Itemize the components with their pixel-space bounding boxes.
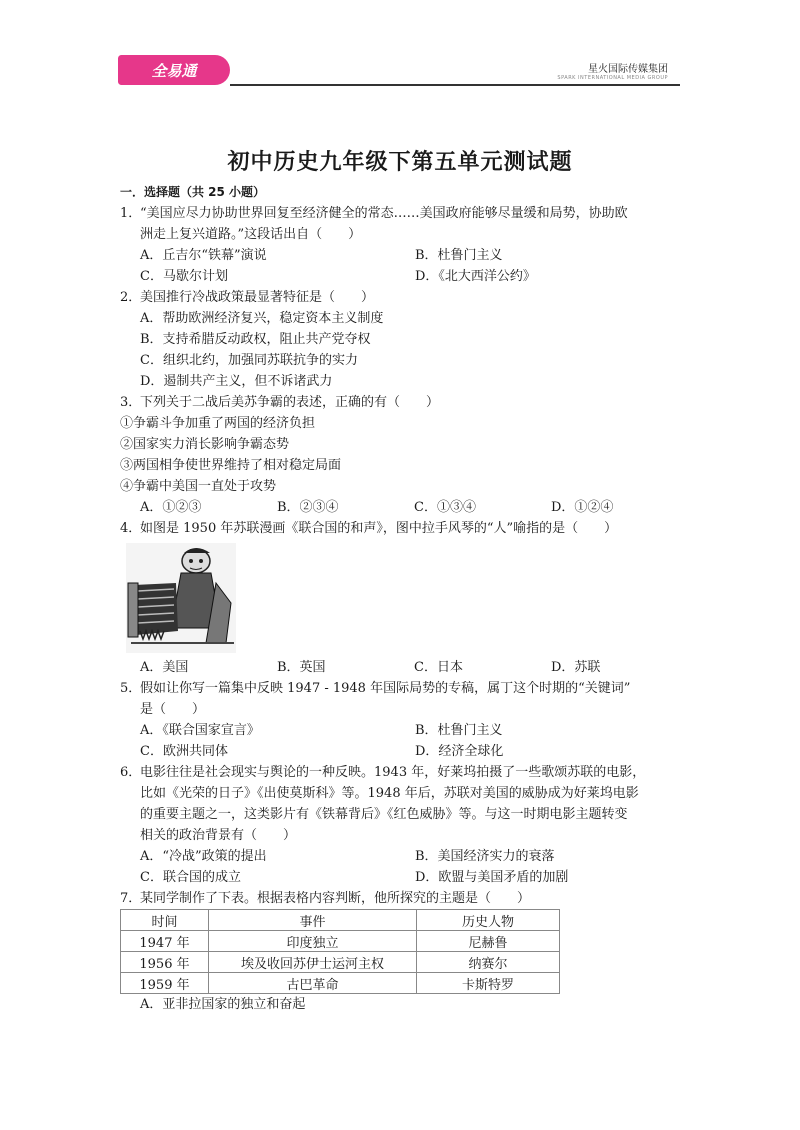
table-header-row [121, 910, 560, 931]
company-name-cn: 星火国际传媒集团 [588, 64, 668, 75]
option-a[interactable]: A．帮助欧洲经济复兴，稳定资本主义制度 [140, 311, 384, 326]
question-1 [120, 203, 690, 287]
statement: ③两国相争使世界维持了相对稳定局面 [120, 458, 342, 473]
table-cell: 1959 年 [121, 973, 209, 994]
question-2 [120, 287, 690, 392]
question-text: 比如《光荣的日子》《出使莫斯科》等。1948 年后，苏联对美国的威胁成为好莱坞电影 [140, 786, 639, 801]
option-c[interactable]: C．欧洲共同体 [140, 744, 228, 759]
table-row [121, 973, 560, 994]
option-b[interactable]: B．杜鲁门主义 [415, 248, 503, 263]
question-5 [120, 678, 690, 762]
table-cell: 纳赛尔 [417, 952, 560, 973]
table-cell: 卡斯特罗 [417, 973, 560, 994]
table-header-cell: 事件 [209, 910, 417, 931]
question-number: 5． [120, 681, 142, 696]
question-4 [120, 518, 690, 678]
option-a[interactable]: A．亚非拉国家的独立和奋起 [140, 997, 306, 1012]
question-text: 某同学制作了下表。根据表格内容判断，他所探究的主题是（ ） [140, 891, 531, 906]
question-number: 1． [120, 206, 142, 221]
company-name [557, 60, 668, 81]
header-divider [230, 84, 680, 86]
option-c[interactable]: C．组织北约，加强同苏联抗争的实力 [140, 353, 358, 368]
question-text: 下列关于二战后美苏争霸的表述，正确的有（ ） [140, 395, 440, 410]
option-a[interactable]: A．《联合国家宣言》 [140, 723, 260, 738]
logo-text: 全易通 [151, 61, 197, 80]
option-a[interactable]: A．①②③ [140, 500, 202, 515]
logo [118, 55, 230, 85]
option-d[interactable]: D．经济全球化 [415, 744, 504, 759]
option-d[interactable]: D．欧盟与美国矛盾的加剧 [415, 870, 569, 885]
option-b[interactable]: B．杜鲁门主义 [415, 723, 503, 738]
question-text: 是（ ） [140, 702, 206, 717]
question-text: 洲走上复兴道路。”这段话出自（ ） [140, 227, 362, 242]
table-header-cell: 历史人物 [417, 910, 560, 931]
table-cell: 1956 年 [121, 952, 209, 973]
option-b[interactable]: B．英国 [277, 660, 326, 675]
option-d[interactable]: D．《北大西洋公约》 [415, 269, 536, 284]
option-a[interactable]: A．美国 [140, 660, 189, 675]
table-header-cell: 时间 [121, 910, 209, 931]
question-text: 的重要主题之一，这类影片有《铁幕背后》《红色威胁》等。与这一时期电影主题转变 [140, 807, 628, 822]
table-cell: 1947 年 [121, 931, 209, 952]
statement: ①争霸斗争加重了两国的经济负担 [120, 416, 316, 431]
option-a[interactable]: A．丘吉尔“铁幕”演说 [140, 248, 267, 263]
option-b[interactable]: B．②③④ [277, 500, 339, 515]
question-number: 2． [120, 290, 142, 305]
question-number: 4． [120, 521, 142, 536]
table-cell: 尼赫鲁 [417, 931, 560, 952]
table-cell: 古巴革命 [209, 973, 417, 994]
option-d[interactable]: D．①②④ [551, 500, 614, 515]
question-text: 电影往往是社会现实与舆论的一种反映。1943 年，好莱坞拍摄了一些歌颂苏联的电影， [140, 765, 646, 780]
table-row [121, 952, 560, 973]
company-name-en: SPARK INTERNATIONAL MEDIA GROUP [557, 75, 668, 81]
question-text: 如图是 1950 年苏联漫画《联合国的和声》，图中拉手风琴的“人”喻指的是（ ） [140, 521, 618, 536]
option-a[interactable]: A．“冷战”政策的提出 [140, 849, 267, 864]
question-number: 7． [120, 891, 142, 906]
question-text: 相关的政治背景有（ ） [140, 828, 297, 843]
option-d[interactable]: D．遏制共产主义，但不诉诸武力 [140, 374, 333, 389]
question-text: 美国推行冷战政策最显著特征是（ ） [140, 290, 375, 305]
option-b[interactable]: B．支持希腊反动政权，阻止共产党夺权 [140, 332, 371, 347]
option-c[interactable]: C．日本 [414, 660, 463, 675]
question-number: 6． [120, 765, 142, 780]
section-heading: 一．选择题（共 25 小题） [120, 185, 266, 199]
question-text: 假如让你写一篇集中反映 1947 - 1948 年国际局势的专稿，属丁这个时期的“关键词” [140, 681, 631, 696]
page-header [0, 0, 800, 100]
history-table [120, 909, 560, 994]
question-number: 3． [120, 395, 142, 410]
accordion-cartoon-image [126, 543, 236, 653]
option-d[interactable]: D．苏联 [551, 660, 601, 675]
table-cell: 印度独立 [209, 931, 417, 952]
option-c[interactable]: C．①③④ [414, 500, 476, 515]
option-c[interactable]: C．联合国的成立 [140, 870, 241, 885]
table-row [121, 931, 560, 952]
question-text: “美国应尽力协助世界回复至经济健全的常态……美国政府能够尽量缓和局势，协助欧 [140, 206, 628, 221]
question-list [120, 182, 690, 1015]
question-6 [120, 762, 690, 888]
option-c[interactable]: C．马歇尔计划 [140, 269, 228, 284]
page-title: 初中历史九年级下第五单元测试题 [227, 149, 573, 175]
statement: ④争霸中美国一直处于攻势 [120, 479, 277, 494]
question-7 [120, 888, 690, 1015]
question-3 [120, 392, 690, 518]
option-b[interactable]: B．美国经济实力的衰落 [415, 849, 555, 864]
table-cell: 埃及收回苏伊士运河主权 [209, 952, 417, 973]
statement: ②国家实力消长影响争霸态势 [120, 437, 290, 452]
